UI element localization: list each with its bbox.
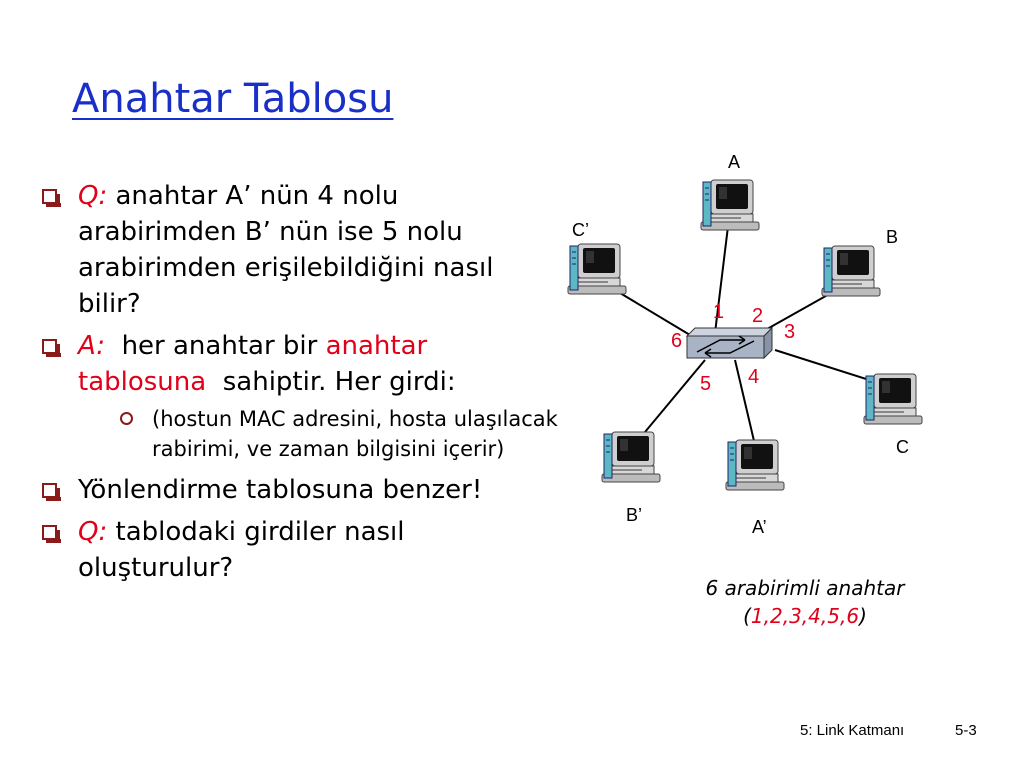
bullet-question-2 xyxy=(42,514,562,586)
sub-bullet xyxy=(118,404,562,464)
switch-diagram xyxy=(540,140,980,550)
square-bullet-icon xyxy=(42,483,57,498)
square-bullet-icon xyxy=(42,189,57,204)
port-label-5: 5 xyxy=(700,373,712,395)
caption-port-list: 1,2,3,4,5,6 xyxy=(750,604,860,628)
question-label: Q: xyxy=(78,517,108,547)
host-c-icon xyxy=(864,374,922,424)
caption-paren-close: ) xyxy=(859,604,867,628)
host-label-c: C xyxy=(896,437,909,457)
host-b-icon xyxy=(822,246,880,296)
port-label-3: 3 xyxy=(784,321,796,343)
host-b-prime-icon xyxy=(602,432,660,482)
bullet-text: sahiptir. Her girdi: xyxy=(222,367,456,397)
switch-icon xyxy=(687,328,772,358)
host-label-a: A xyxy=(728,152,741,172)
bullet-text: her anahtar bir xyxy=(121,331,318,361)
bullet-question-1 xyxy=(42,178,562,322)
port-label-4: 4 xyxy=(748,366,760,388)
sub-bullet-text: (hostun MAC adresini, hosta ulaşılacak rabirimi, ve zaman bilgisini içerir) xyxy=(152,407,558,461)
caption-line-2 xyxy=(660,602,950,630)
circle-bullet-icon xyxy=(120,412,133,425)
footer-chapter: 5: Link Katmanı xyxy=(800,722,905,739)
bullet-text: anahtar A’ nün 4 nolu arabirimden B’ nün ise 5 nolu arabirimden erişilebildiğini nasıl bilir? xyxy=(78,181,494,319)
slide-title: Anahtar Tablosu xyxy=(72,76,394,122)
bullet-text: Yönlendirme tablosuna benzer! xyxy=(78,475,483,505)
bullet-note xyxy=(42,472,562,508)
link-c-prime xyxy=(615,290,690,335)
square-bullet-icon xyxy=(42,525,57,540)
bullet-text: tablodaki girdiler nasıl oluşturulur? xyxy=(78,517,405,583)
caption-paren-open: ( xyxy=(743,604,751,628)
host-label-c-prime: C’ xyxy=(572,220,589,240)
host-c-prime-icon xyxy=(568,244,626,294)
host-label-b: B xyxy=(886,227,899,247)
bullet-list xyxy=(42,178,562,592)
diagram-caption xyxy=(660,574,950,630)
highlight-text: anahtar tablosuna xyxy=(78,331,428,397)
host-a-prime-icon xyxy=(726,440,784,490)
answer-label: A: xyxy=(78,331,106,361)
caption-line-1: 6 arabirimli anahtar xyxy=(705,576,905,600)
port-label-6: 6 xyxy=(671,330,683,352)
host-label-a-prime: A’ xyxy=(752,517,767,537)
host-label-b-prime: B’ xyxy=(626,505,643,525)
square-bullet-icon xyxy=(42,339,57,354)
footer-page-number: 5-3 xyxy=(955,722,977,739)
question-label: Q: xyxy=(78,181,108,211)
port-label-2: 2 xyxy=(752,305,764,327)
host-a-icon xyxy=(701,180,759,230)
bullet-answer xyxy=(42,328,562,400)
port-label-1: 1 xyxy=(713,301,725,323)
